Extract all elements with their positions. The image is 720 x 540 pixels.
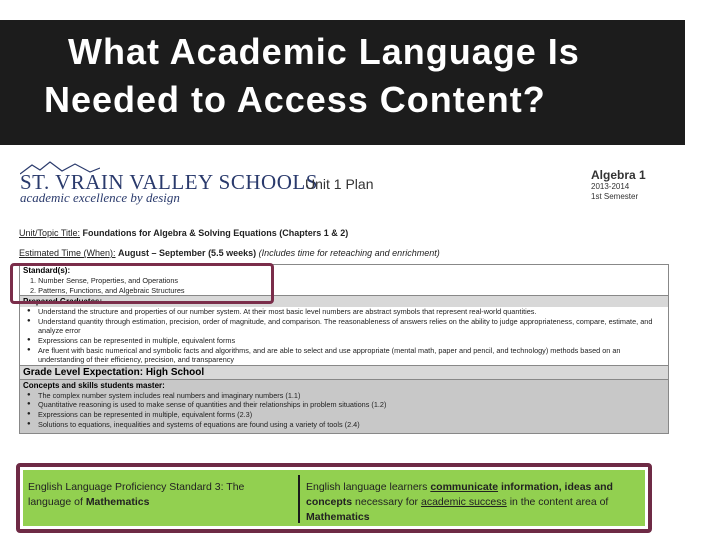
language-standard-box: [16, 463, 652, 533]
estimated-time-row: [19, 248, 440, 258]
standards-heading: Standard(s):: [23, 266, 71, 275]
concepts-heading: Concepts and skills students master:: [23, 380, 165, 390]
proficiency-standard-label: English Language Proficiency Standard 3: The language of: [28, 481, 245, 508]
column-divider: [298, 475, 300, 523]
estimated-time-value: August – September (5.5 weeks): [118, 248, 257, 258]
graduate-item: ● Are fluent with basic numerical and symbolic facts and algorithms, and are able to select and use appropriate (mental math, paper and pencil, and technology) methods based on an understanding of their efficiency, precision, and transparency: [20, 346, 668, 365]
objective-part: English language learners: [306, 481, 431, 493]
standard-item: 1. Number Sense, Properties, and Operations: [30, 276, 179, 285]
concept-item: ● Quantitative reasoning is used to make sense of quantities and their relationships in problem situations (1.2): [20, 400, 668, 410]
course-semester: 1st Semester: [591, 192, 639, 201]
unit-title-row: [19, 228, 348, 238]
slide-title: [0, 28, 685, 124]
standards-highlight-box: [10, 263, 274, 304]
graduate-item: ● Expressions can be represented in multiple, equivalent forms: [20, 336, 668, 346]
estimated-time-label: Estimated Time (When):: [19, 248, 116, 258]
graduate-item: ● Understand the structure and properties of our number system. At their most basic level numbers are abstract symbols that represent real-world quantities.: [20, 307, 668, 317]
school-logo-tagline: academic excellence by design: [20, 190, 180, 205]
plan-title: Unit 1 Plan: [305, 176, 374, 192]
objective-key-verb: communicate: [430, 481, 499, 493]
course-year: 2013-2014: [591, 182, 630, 191]
school-logo-name: ST. VRAIN VALLEY SCHOOLS: [20, 170, 318, 194]
estimated-time-note: (Includes time for reteaching and enrichment): [258, 248, 440, 258]
objective-key-phrase: academic success: [420, 496, 507, 508]
unit-title-value: Foundations for Algebra & Solving Equations (Chapters 1 & 2): [82, 228, 349, 238]
slide-title-line-2: Needed to Access Content?: [44, 79, 546, 120]
objective-part: in the content area of: [506, 496, 609, 508]
unit-title-label: Unit/Topic Title:: [19, 228, 81, 238]
standard-item: 2. Patterns, Functions, and Algebraic Structures: [30, 285, 185, 295]
course-info: [591, 168, 661, 202]
graduate-item: ● Understand quantity through estimation, precision, order of magnitude, and comparison. The reasonableness of answers relies on the ability to judge appropriateness, compare, estimate, and analyze error: [20, 317, 668, 336]
grade-level-heading: Grade Level Expectation: High School: [20, 366, 668, 380]
language-standard-fill: [23, 470, 645, 526]
slide-title-line-1: What Academic Language Is: [68, 31, 580, 72]
objective-part: necessary for: [352, 496, 421, 508]
course-name: Algebra 1: [591, 168, 646, 182]
concept-item: ● The complex number system includes real numbers and imaginary numbers (1.1): [20, 391, 668, 401]
proficiency-standard-subject: Mathematics: [85, 496, 150, 508]
language-objective-text: [306, 480, 636, 525]
concept-item: ● Expressions can be represented in multiple, equivalent forms (2.3): [20, 410, 668, 420]
graduates-heading: Prepared Graduates:: [20, 296, 668, 307]
concepts-section: [20, 380, 668, 433]
objective-subject: Mathematics: [306, 511, 370, 523]
graduates-section: [20, 296, 668, 366]
concept-item: ● Solutions to equations, inequalities and systems of equations are found using a variety of tools (2.4): [20, 420, 668, 434]
objective-part-bold: information, ideas and concepts: [306, 481, 613, 508]
proficiency-standard-text: [28, 480, 278, 510]
